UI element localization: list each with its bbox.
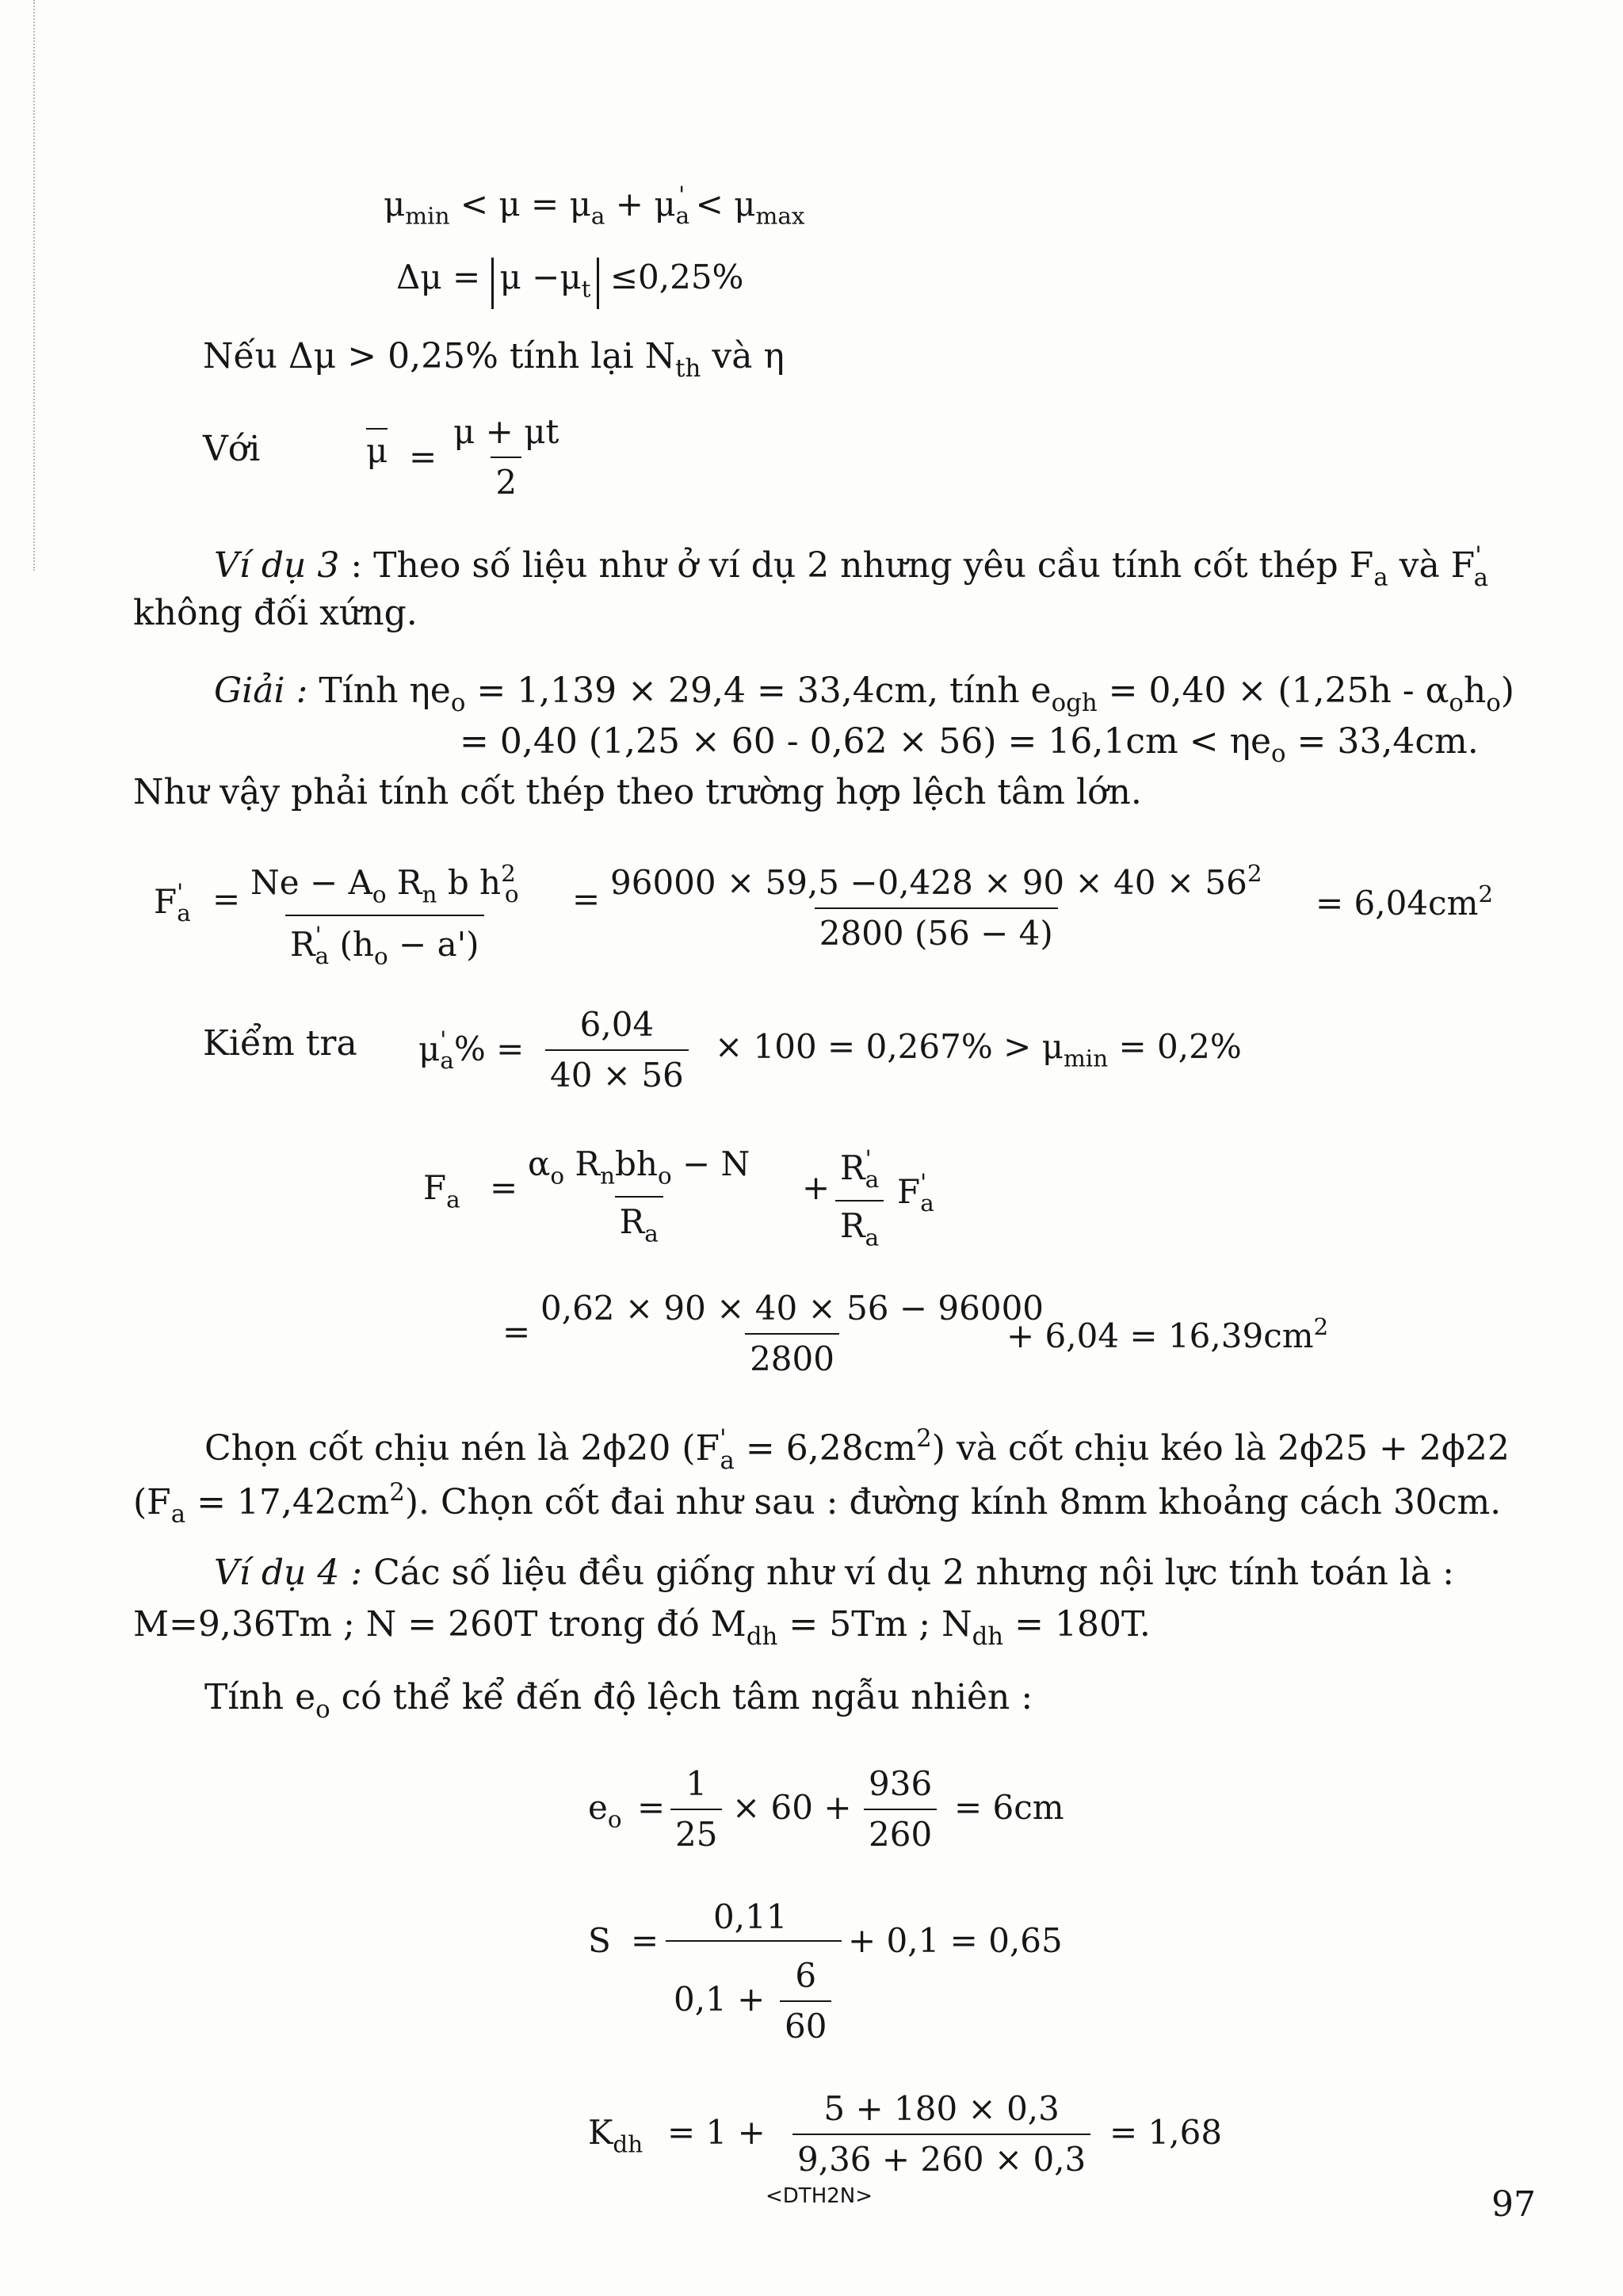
page-number: 97: [1491, 2184, 1536, 2225]
kdh-equals-one-plus: = 1 +: [667, 2113, 766, 2152]
fa-prime-result: = $6,04cm^2$: [1316, 881, 1494, 923]
kdh-fraction: $\frac{5 + 180 \times 0,3}{9,36 + 260 \times 0,3}$: [792, 2092, 1090, 2176]
s-nested-fraction: $\frac{6}{60}$: [780, 1959, 831, 2043]
eo-fraction-1: $\frac{1}{25}$: [670, 1767, 722, 1851]
source-tag: <DTH2N>: [766, 2184, 873, 2208]
mu-a-prime-lhs: $\mu'_a\%$ =: [418, 1026, 525, 1075]
example4-line2: M=9,36Tm ; N = 260T trong đó $M_{dh} = 5Tm$ ; $N_{dh} = 180T$.: [133, 1604, 1151, 1651]
fa-prime-numeric-fraction: $\frac{96000 \times 59,5 -0,428 \times 90 \times 40 \times 56^2}{2800 (56 - 4)}$: [610, 860, 1262, 953]
eo-fraction-2: $\frac{936}{260}$: [864, 1767, 937, 1851]
kdh-lhs: $K_{dh}$: [588, 2113, 643, 2158]
mu-average-fraction: $\frac{\mu + \mu t}{2}$: [453, 412, 559, 502]
s-result: + 0,1 = 0,65: [848, 1921, 1063, 1960]
fa-lhs: $F_a$: [423, 1168, 460, 1213]
voi-label: Với: [203, 429, 261, 469]
margin-dotted-line: [33, 0, 35, 571]
example3-line1: Ví dụ 3 : Theo số liệu như ở ví dụ 2 nhưng yêu cầu tính cốt thép $F_a$ và $F'_a$: [214, 541, 1489, 592]
fa-prime-equals: =: [212, 880, 241, 919]
selection-line1: Chọn cốt chịu nén là 2ϕ20 $(F'_a = 6,28cm^2)$ và cốt chịu kéo là 2ϕ25 + 2ϕ22: [204, 1424, 1510, 1475]
fa-tail: $F'_a$: [897, 1169, 934, 1217]
fa-calc-result: + $6,04 = 16,39cm^2$: [1006, 1313, 1329, 1356]
check-fraction: $\frac{6,04}{40 \times 56}$: [545, 1008, 689, 1092]
kdh-result: = 1,68: [1109, 2113, 1223, 2152]
fa-plus: +: [802, 1168, 831, 1207]
fa-prime-lhs: $F'_a$: [154, 879, 191, 927]
fa-calc-equals: =: [502, 1312, 531, 1351]
solution-line1: Giải : Tính $\eta e_o = 1,139 \times 29,4 = 33,4cm$, tính $e_{ogh} = 0,40 \times (1,25h - \alpha_oh_o)$: [214, 670, 1514, 717]
s-lhs: S: [588, 1921, 611, 1960]
mu-range-inequality: $\mu_{min} < \mu = \mu_a + \mu_a' < \mu_{max}$: [384, 181, 805, 230]
s-denominator-lead: 0,1 +: [674, 1980, 766, 2019]
eo-middle: × 60 +: [732, 1788, 852, 1827]
fa-ratio-fraction: $\frac{R'_a}{R_a}$: [835, 1148, 884, 1250]
solution-line2: = 0,40 $(1,25 \times 60 - 0,62 \times 56) = 16,1cm < \eta e_o = 33,4cm$.: [460, 721, 1479, 768]
fa-equals: =: [490, 1168, 518, 1207]
eo-result: = 6cm: [954, 1788, 1064, 1827]
s-equals: =: [631, 1921, 659, 1960]
example3-line2: không đối xứng.: [133, 593, 418, 633]
fa-prime-equals-2: =: [572, 880, 601, 919]
mu-bar-symbol: μ: [366, 434, 388, 468]
fa-main-fraction: $\alpha_o$ $R_nbh_o - N$ $R_a$: [528, 1144, 750, 1247]
check-result: × $100 = 0,267\% > \mu_{min} = 0,2\%$: [715, 1027, 1242, 1072]
check-label: Kiểm tra: [203, 1023, 357, 1064]
eccentricity-intro: Tính $e_o$ có thể kể đến độ lệch tâm ngẫu nhiên :: [204, 1677, 1033, 1724]
recalc-condition-text: Nếu Δμ > 0,25% tính lại $N_{th}$ và η: [203, 336, 785, 383]
fa-prime-symbolic-fraction: $\frac{Ne - A_o R_n b h^2_o}{R'_a (h_o - a')}$: [250, 860, 519, 970]
selection-line2: $(F_a = 17,42cm^2)$. Chọn cốt đai như sau : đường kính 8mm khoảng cách 30cm.: [133, 1478, 1502, 1529]
solution-line3: Như vậy phải tính cốt thép theo trường hợp lệch tâm lớn.: [133, 772, 1142, 812]
fa-calc-fraction: $\frac{0,62 \times 90 \times 40 \times 56 - 96000}{2800}$: [540, 1289, 1044, 1378]
delta-mu-condition: $\Delta\mu = \mu -\mu_t \le 0,25\%$: [396, 258, 743, 309]
eo-equals: =: [637, 1788, 666, 1827]
s-main-fraction-bar: [666, 1940, 842, 1942]
example4-line1: Ví dụ 4 : Các số liệu đều giống như ví dụ 2 nhưng nội lực tính toán là :: [214, 1553, 1454, 1593]
voi-equals: =: [409, 437, 437, 476]
solution-label: Giải :: [214, 670, 308, 711]
example3-label: Ví dụ 3: [214, 544, 340, 586]
eo-lhs: $e_o$: [588, 1788, 622, 1833]
example4-label: Ví dụ 4 :: [214, 1553, 363, 1593]
s-numerator: 0,11: [713, 1897, 788, 1936]
